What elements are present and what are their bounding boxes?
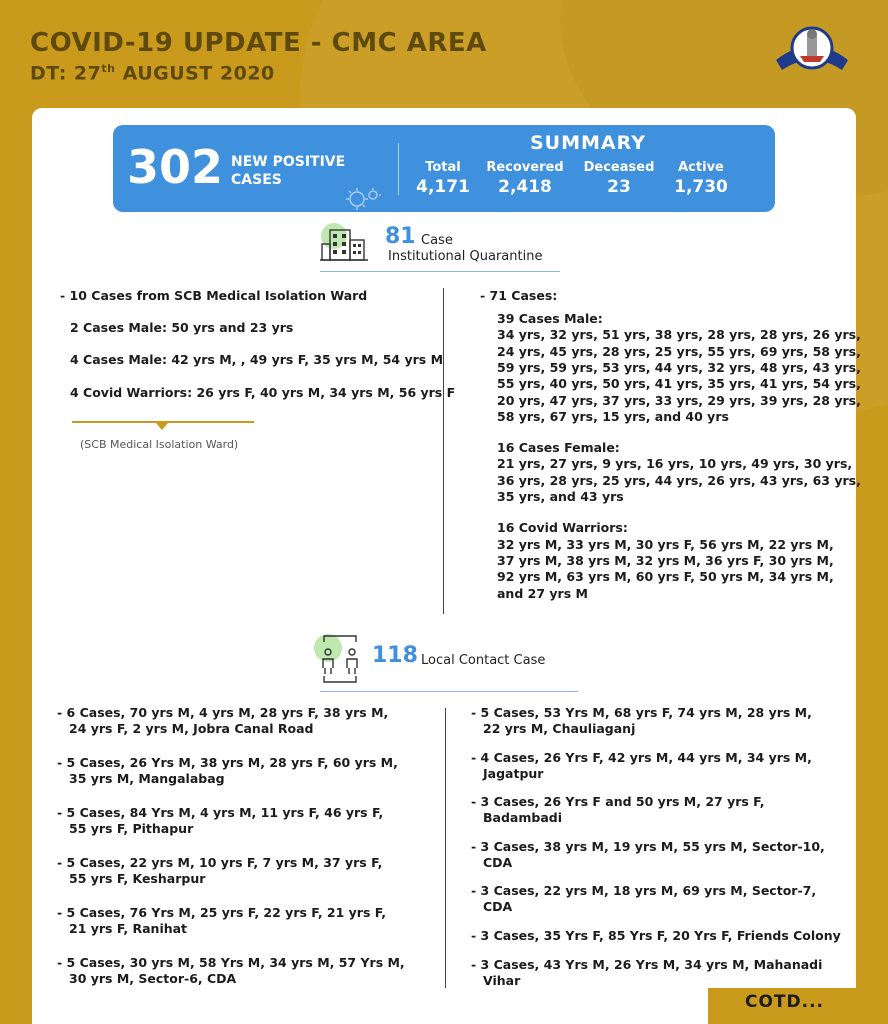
quarantine-right-line: 37 yrs M, 38 yrs M, 32 yrs M, 36 yrs F, 30 yrs M, <box>497 552 834 568</box>
virus-icon <box>341 183 385 211</box>
contact-people-icon <box>310 632 370 688</box>
local-contact-item: 21 yrs F, Ranihat <box>69 921 188 936</box>
local-contact-item: - 3 Cases, 38 yrs M, 19 yrs M, 55 yrs M, Sector-10, <box>471 838 825 854</box>
quarantine-building-icon <box>318 222 370 264</box>
quarantine-right-line: 21 yrs, 27 yrs, 9 yrs, 16 yrs, 10 yrs, 49 yrs, 30 yrs, <box>497 456 853 472</box>
local-contact-item: - 3 Cases, 35 Yrs F, 85 Yrs F, 20 Yrs F, Friends Colony <box>471 927 841 943</box>
local-contact-item: - 5 Cases, 22 yrs M, 10 yrs F, 7 yrs M, 37 yrs F, <box>57 855 383 870</box>
local-contact-item: 22 yrs M, Chauliaganj <box>483 721 636 736</box>
quarantine-left-heading: - 10 Cases from SCB Medical Isolation Ward <box>60 288 368 303</box>
column-divider <box>443 288 444 614</box>
quarantine-caption: (SCB Medical Isolation Ward) <box>80 438 239 451</box>
summary-title: SUMMARY <box>530 132 646 154</box>
local-contact-item: 30 yrs M, Sector-6, CDA <box>69 971 237 986</box>
quarantine-left-item: 4 Cases Male: 42 yrs M, , 49 yrs F, 35 yrs M, 54 yrs M <box>70 352 444 367</box>
local-contact-count: 118 <box>372 643 418 668</box>
local-contact-item: - 6 Cases, 70 yrs M, 4 yrs M, 28 yrs F, 38 yrs M, <box>57 705 389 720</box>
page-title: COVID-19 UPDATE - CMC AREA <box>30 28 487 58</box>
summary-banner <box>113 125 775 212</box>
quarantine-right-line: 58 yrs, 67 yrs, 15 yrs, and 40 yrs <box>497 408 729 424</box>
local-contact-item: CDA <box>483 854 513 870</box>
quarantine-right-line: 16 Cases Female: <box>497 440 620 456</box>
stat-total: Total 4,171 <box>416 160 470 197</box>
local-contact-label: Local Contact Case <box>421 653 546 668</box>
quarantine-right-line: 59 yrs, 59 yrs, 53 yrs, 44 yrs, 32 yrs, 48 yrs, 43 yrs, <box>497 359 861 375</box>
local-contact-item: - 3 Cases, 22 yrs M, 18 yrs M, 69 yrs M, Sector-7, <box>471 883 817 898</box>
quarantine-left-item: 4 Covid Warriors: 26 yrs F, 40 yrs M, 34 yrs M, 56 yrs F <box>70 385 456 400</box>
section-underline <box>320 691 578 692</box>
column-divider <box>445 708 446 988</box>
quarantine-right-line: 16 Covid Warriors: <box>497 520 628 536</box>
local-contact-item: 55 yrs F, Kesharpur <box>69 871 206 886</box>
new-cases-count: 302 <box>127 140 224 194</box>
quarantine-right-line: 39 Cases Male: <box>497 311 603 326</box>
local-contact-item: - 5 Cases, 76 Yrs M, 25 yrs F, 22 yrs F, 21 yrs F, <box>57 905 387 920</box>
stat-active: Active 1,730 <box>674 160 728 197</box>
quarantine-right-line: 35 yrs, and 43 yrs <box>497 489 624 504</box>
local-contact-item: - 5 Cases, 26 Yrs M, 38 yrs M, 28 yrs F, 60 yrs M, <box>57 755 398 770</box>
local-contact-item: - 5 Cases, 53 Yrs M, 68 yrs F, 74 yrs M, 28 yrs M, <box>471 705 812 720</box>
local-contact-item: - 5 Cases, 84 Yrs M, 4 yrs M, 11 yrs F, 46 yrs F, <box>57 805 384 820</box>
local-contact-item: 55 yrs F, Pithapur <box>69 821 194 836</box>
local-contact-item: - 3 Cases, 26 Yrs F and 50 yrs M, 27 yrs F, <box>471 794 765 809</box>
corporation-logo-icon <box>770 20 854 82</box>
local-contact-item: - 4 Cases, 26 Yrs F, 42 yrs M, 44 yrs M, 34 yrs M, <box>471 749 812 765</box>
local-contact-item: 35 yrs M, Mangalabag <box>69 771 225 786</box>
new-cases-label: NEW POSITIVE CASES <box>231 154 346 188</box>
quarantine-sublabel: Institutional Quarantine <box>388 249 543 264</box>
quarantine-left-item: 2 Cases Male: 50 yrs and 23 yrs <box>70 320 294 335</box>
stat-deceased: Deceased 23 <box>583 160 655 197</box>
quarantine-right-heading: - 71 Cases: <box>480 288 558 303</box>
page-date: DT: 27th AUGUST 2020 <box>30 62 275 85</box>
local-contact-item: Jagatpur <box>483 765 544 781</box>
stat-recovered: Recovered 2,418 <box>486 160 564 197</box>
local-contact-item: 24 yrs F, 2 yrs M, Jobra Canal Road <box>69 721 314 736</box>
quarantine-right-line: 20 yrs, 47 yrs, 37 yrs, 33 yrs, 29 yrs, 39 yrs, 28 yrs, <box>497 392 861 408</box>
quarantine-right-line: 55 yrs, 40 yrs, 50 yrs, 41 yrs, 35 yrs, 41 yrs, 54 yrs, <box>497 376 861 392</box>
quarantine-right-line: 34 yrs, 32 yrs, 51 yrs, 38 yrs, 28 yrs, 28 yrs, 26 yrs, <box>497 327 861 343</box>
quarantine-right-line: and 27 yrs M <box>497 585 588 601</box>
quarantine-right-line: 36 yrs, 28 yrs, 25 yrs, 44 yrs, 26 yrs, 43 yrs, 63 yrs, <box>497 472 861 488</box>
local-contact-item: Badambadi <box>483 810 562 825</box>
quarantine-count: 81 <box>385 224 416 249</box>
local-contact-item: - 3 Cases, 43 Yrs M, 26 Yrs M, 34 yrs M, Mahanadi <box>471 957 823 972</box>
quarantine-right-line: 32 yrs M, 33 yrs M, 30 yrs F, 56 yrs M, 22 yrs M, <box>497 536 834 552</box>
quarantine-label: Case <box>421 233 453 248</box>
quarantine-right-line: 24 yrs, 45 yrs, 28 yrs, 25 yrs, 55 yrs, 69 yrs, 58 yrs, <box>497 343 861 359</box>
local-contact-item: - 5 Cases, 30 yrs M, 58 Yrs M, 34 yrs M, 57 Yrs M, <box>57 955 405 970</box>
local-contact-item: CDA <box>483 899 513 914</box>
continued-label: COTD... <box>745 992 825 1012</box>
section-underline <box>320 271 560 272</box>
quarantine-right-line: 92 yrs M, 63 yrs M, 60 yrs F, 50 yrs M, 34 yrs M, <box>497 569 834 585</box>
caption-pointer <box>156 423 168 430</box>
local-contact-item: Vihar <box>483 973 521 988</box>
